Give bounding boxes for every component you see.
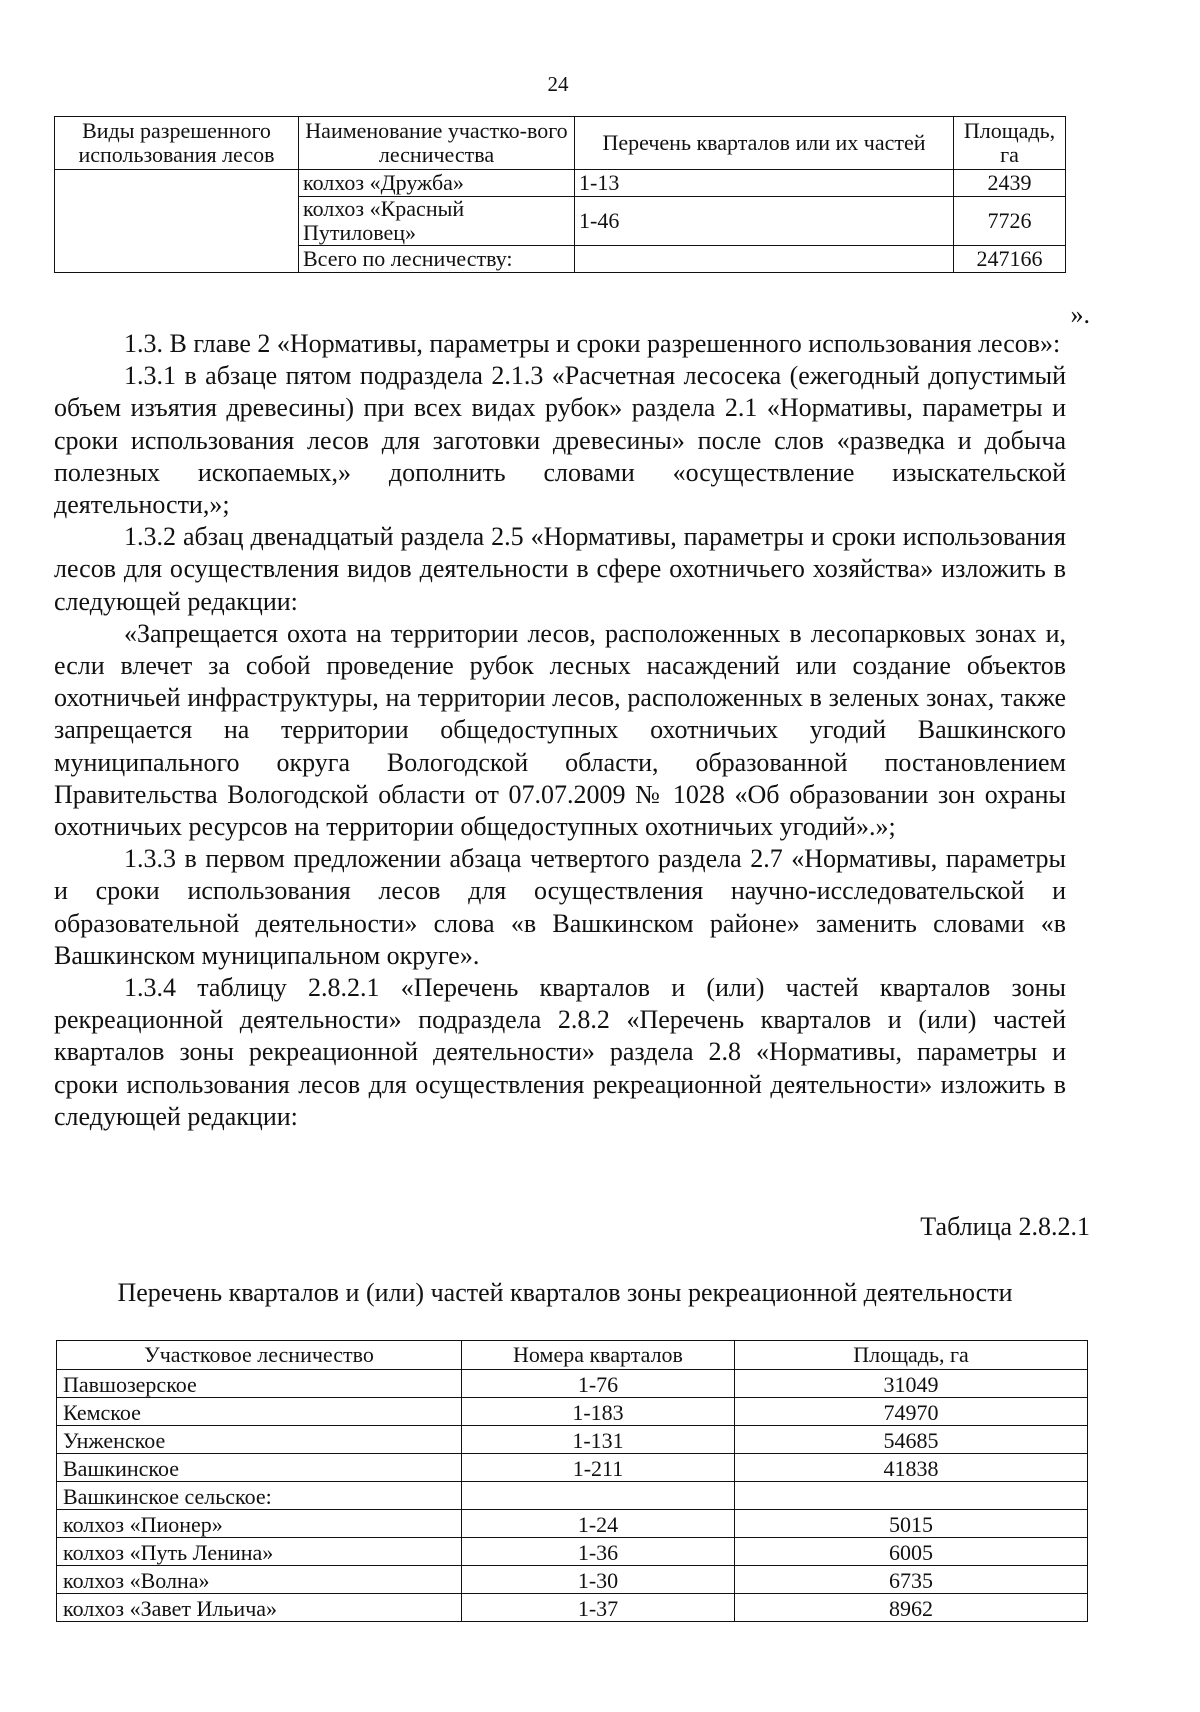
quarters-cell: 1-37	[462, 1594, 735, 1622]
quarters-cell: 1-46	[575, 197, 954, 246]
area-cell: 31049	[735, 1370, 1088, 1398]
quarters-cell: 1-211	[462, 1454, 735, 1482]
continuation-table	[54, 116, 1066, 273]
name-cell: Вашкинское сельское:	[57, 1482, 462, 1510]
empty-cell	[55, 170, 299, 273]
area-cell: 247166	[954, 246, 1066, 273]
header-cell: Площадь, га	[954, 117, 1066, 170]
name-cell: колхоз «Пионер»	[57, 1510, 462, 1538]
quarters-cell: 1-131	[462, 1426, 735, 1454]
table-row	[57, 1510, 1088, 1538]
area-cell: 7726	[954, 197, 1066, 246]
area-cell: 6735	[735, 1566, 1088, 1594]
table-row	[57, 1566, 1088, 1594]
paragraph: 1.3. В главе 2 «Нормативы, параметры и сроки разрешенного использования лесов»:	[124, 329, 1061, 358]
page-number: 24	[547, 72, 569, 96]
table-row	[57, 1538, 1088, 1566]
quarters-cell: 1-76	[462, 1370, 735, 1398]
header-cell: Виды разрешенного использования лесов	[55, 117, 299, 170]
table-caption: Таблица 2.8.2.1	[920, 1212, 1090, 1241]
table-header-row	[57, 1341, 1088, 1370]
body-text	[54, 328, 1066, 1133]
area-cell: 2439	[954, 170, 1066, 197]
name-cell: колхоз «Дружба»	[299, 170, 575, 197]
quarters-cell	[575, 246, 954, 273]
quarters-cell: 1-30	[462, 1566, 735, 1594]
name-cell: Кемское	[57, 1398, 462, 1426]
table-row	[57, 1426, 1088, 1454]
header-cell: Участковое лесничество	[57, 1341, 462, 1370]
quarters-cell: 1-24	[462, 1510, 735, 1538]
name-cell: Павшозерское	[57, 1370, 462, 1398]
quarters-cell	[462, 1482, 735, 1510]
recreation-table	[56, 1340, 1088, 1622]
table-row	[57, 1398, 1088, 1426]
name-cell: колхоз «Путь Ленина»	[57, 1538, 462, 1566]
name-cell: колхоз «Красный Путиловец»	[299, 197, 575, 246]
header-cell: Наименование участко-вого лесничества	[299, 117, 575, 170]
name-cell: Унженское	[57, 1426, 462, 1454]
quarters-cell: 1-13	[575, 170, 954, 197]
header-cell: Площадь, га	[735, 1341, 1088, 1370]
table-row	[57, 1482, 1088, 1510]
paragraph: 1.3.3 в первом предложении абзаца четвертого раздела 2.7 «Нормативы, параметры и сроки использования лесов для осуществления научно-исследовательской и образовательной деятельности» слова «в Вашкинском районе» заменить словами «в Вашкинском муниципальном округе».	[54, 844, 1066, 970]
table-title: Перечень кварталов и (или) частей кварталов зоны рекреационной деятельности	[117, 1278, 1013, 1307]
table-row	[55, 170, 1066, 197]
header-cell: Номера кварталов	[462, 1341, 735, 1370]
area-cell: 8962	[735, 1594, 1088, 1622]
recreation-table-body	[57, 1370, 1088, 1622]
paragraph: 1.3.1 в абзаце пятом подраздела 2.1.3 «Расчетная лесосека (ежегодный допустимый объем изъятия древесины) при всех видах рубок» раздела 2.1 «Нормативы, параметры и сроки использования лесов для заготовки древесины» после слов «разведка и добыча полезных ископаемых,» дополнить словами «осуществление изыскательской деятельности,»;	[54, 361, 1066, 520]
name-cell: Всего по лесничеству:	[299, 246, 575, 273]
paragraph: «Запрещается охота на территории лесов, расположенных в лесопарковых зонах и, если влечет за собой проведение рубок лесных насаждений или создание объектов охотничьей инфраструктуры, на территории лесов, расположенных в зеленых зонах, также запрещается на территории общедоступных охотничьих угодий Вашкинского муниципального округа Вологодской области, образованной постановлением Правительства Вологодской области от 07.07.2009 № 1028 «Об образовании зон охраны охотничьих ресурсов на территории общедоступных охотничьих угодий».»;	[54, 618, 1066, 842]
paragraph: 1.3.2 абзац двенадцатый раздела 2.5 «Нормативы, параметры и сроки использования лесов для осуществления видов деятельности в сфере охотничьего хозяйства» изложить в следующей редакции:	[54, 522, 1066, 616]
table-row	[57, 1594, 1088, 1622]
area-cell	[735, 1482, 1088, 1510]
table-row	[57, 1454, 1088, 1482]
area-cell: 74970	[735, 1398, 1088, 1426]
name-cell: Вашкинское	[57, 1454, 462, 1482]
area-cell: 54685	[735, 1426, 1088, 1454]
quarters-cell: 1-183	[462, 1398, 735, 1426]
closing-quote: ».	[1070, 300, 1090, 329]
paragraph: 1.3.4 таблицу 2.8.2.1 «Перечень кварталов и (или) частей кварталов зоны рекреационной деятельности» подраздела 2.8.2 «Перечень кварталов и (или) частей кварталов зоны рекреационной деятельности» раздела 2.8 «Нормативы, параметры и сроки использования лесов для осуществления рекреационной деятельности» изложить в следующей редакции:	[54, 973, 1066, 1131]
table-header-row	[55, 117, 1066, 170]
area-cell: 5015	[735, 1510, 1088, 1538]
table-row	[57, 1370, 1088, 1398]
area-cell: 41838	[735, 1454, 1088, 1482]
header-cell: Перечень кварталов или их частей	[575, 117, 954, 170]
name-cell: колхоз «Волна»	[57, 1566, 462, 1594]
name-cell: колхоз «Завет Ильича»	[57, 1594, 462, 1622]
quarters-cell: 1-36	[462, 1538, 735, 1566]
area-cell: 6005	[735, 1538, 1088, 1566]
